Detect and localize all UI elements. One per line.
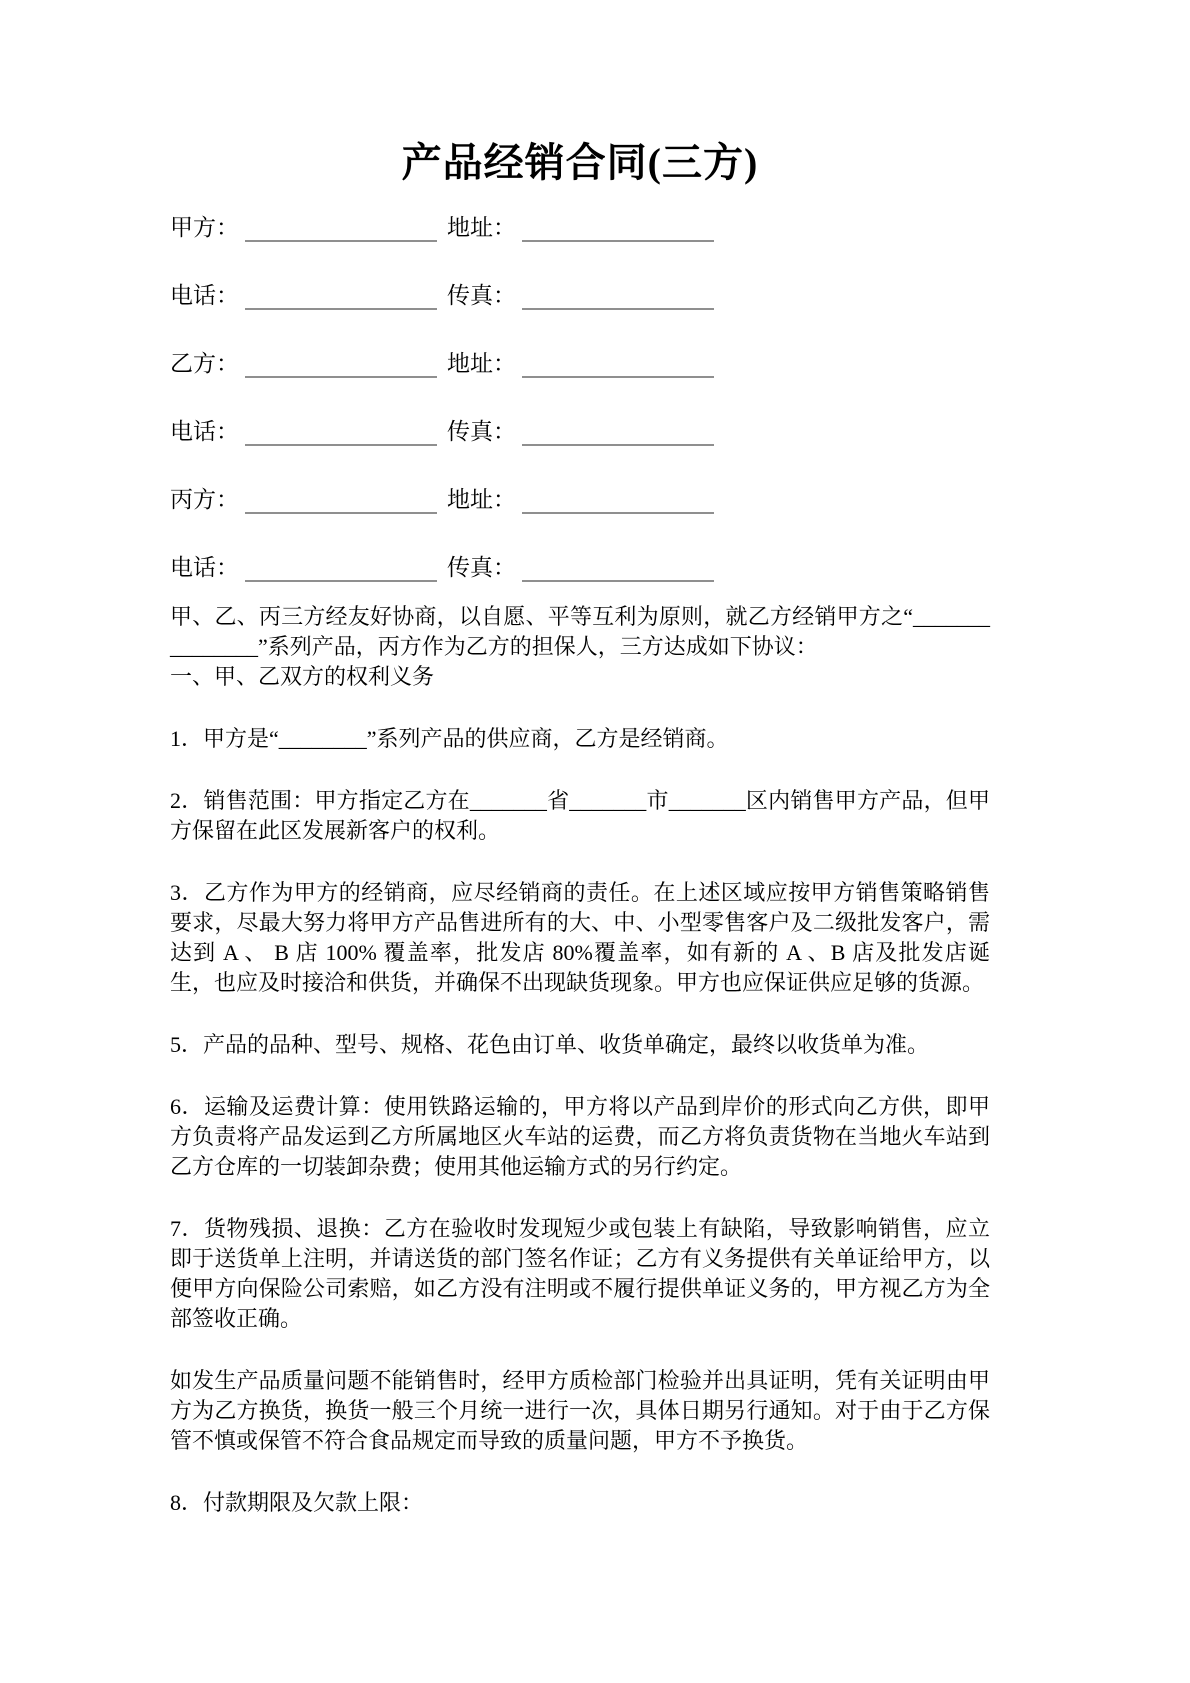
party-info-section [170,212,990,582]
blank-underline [522,284,714,310]
blank-underline [522,488,714,514]
blank-underline [245,352,437,378]
blank-underline [245,556,437,582]
paragraph-clause-3: 3．乙方作为甲方的经销商，应尽经销商的责任。在上述区域应按甲方销售策略销售要求，尽最大努力将甲方产品售进所有的大、中、小型零售客户及二级批发客户，需达到 A 、 B 店 100% 覆盖率，批发店 80%覆盖率，如有新的 A 、B 店及批发店诞生，也应及时接洽和供货，并确保不出现缺货现象。甲方也应保证供应足够的货源。 [170,880,990,995]
party-row-phone-fax-3 [170,552,990,582]
party-row-yifang [170,348,990,378]
phone-label: 电话： [170,555,239,580]
paragraph-clause-8: 8．付款期限及欠款上限： [170,1490,424,1515]
blank-underline [522,352,714,378]
contract-body [170,602,990,1518]
fax-label: 传真： [447,283,516,308]
fax-label: 传真： [447,555,516,580]
blank-underline [245,216,437,242]
blank-underline [522,216,714,242]
phone-label: 电话： [170,283,239,308]
fax-label: 传真： [447,419,516,444]
phone-label: 电话： [170,419,239,444]
paragraph-intro: 甲、乙、丙三方经友好协商，以自愿、平等互利为原则，就乙方经销甲方之“_______________”系列产品，丙方作为乙方的担保人，三方达成如下协议： [170,604,990,659]
blank-underline [245,420,437,446]
address-label: 地址： [447,351,516,376]
party-label: 乙方： [170,351,239,376]
party-label: 甲方： [170,215,239,240]
paragraph-clause-2: 2．销售范围：甲方指定乙方在_______省_______市_______区内销售甲方产品，但甲方保留在此区发展新客户的权利。 [170,788,990,843]
paragraph-section-heading: 一、甲、乙双方的权利义务 [170,664,435,689]
paragraph-clause-7: 7．货物残损、退换：乙方在验收时发现短少或包装上有缺陷，导致影响销售，应立即于送货单上注明，并请送货的部门签名作证；乙方有义务提供有关单证给甲方，以便甲方向保险公司索赔，如乙方没有注明或不履行提供单证义务的，甲方视乙方为全部签收正确。 [170,1216,990,1331]
party-row-phone-fax-1 [170,280,990,310]
paragraph-quality-exchange: 如发生产品质量问题不能销售时，经甲方质检部门检验并出具证明，凭有关证明由甲方为乙方换货，换货一般三个月统一进行一次，具体日期另行通知。对于由于乙方保管不慎或保管不符合食品规定而导致的质量问题，甲方不予换货。 [170,1368,990,1453]
address-label: 地址： [447,487,516,512]
document-title: 产品经销合同(三方) [401,140,759,185]
paragraph-clause-6: 6．运输及运费计算：使用铁路运输的，甲方将以产品到岸价的形式向乙方供，即甲方负责将产品发运到乙方所属地区火车站的运费，而乙方将负责货物在当地火车站到乙方仓库的一切装卸杂费；使用其他运输方式的另行约定。 [170,1094,990,1179]
blank-underline [245,488,437,514]
blank-underline [245,284,437,310]
paragraph-clause-5: 5．产品的品种、型号、规格、花色由订单、收货单确定，最终以收货单为准。 [170,1032,930,1057]
address-label: 地址： [447,215,516,240]
party-row-jiafang [170,212,990,242]
paragraph-clause-1: 1．甲方是“________”系列产品的供应商，乙方是经销商。 [170,726,729,751]
party-row-bingfang [170,484,990,514]
party-label: 丙方： [170,487,239,512]
party-row-phone-fax-2 [170,416,990,446]
blank-underline [522,556,714,582]
blank-underline [522,420,714,446]
